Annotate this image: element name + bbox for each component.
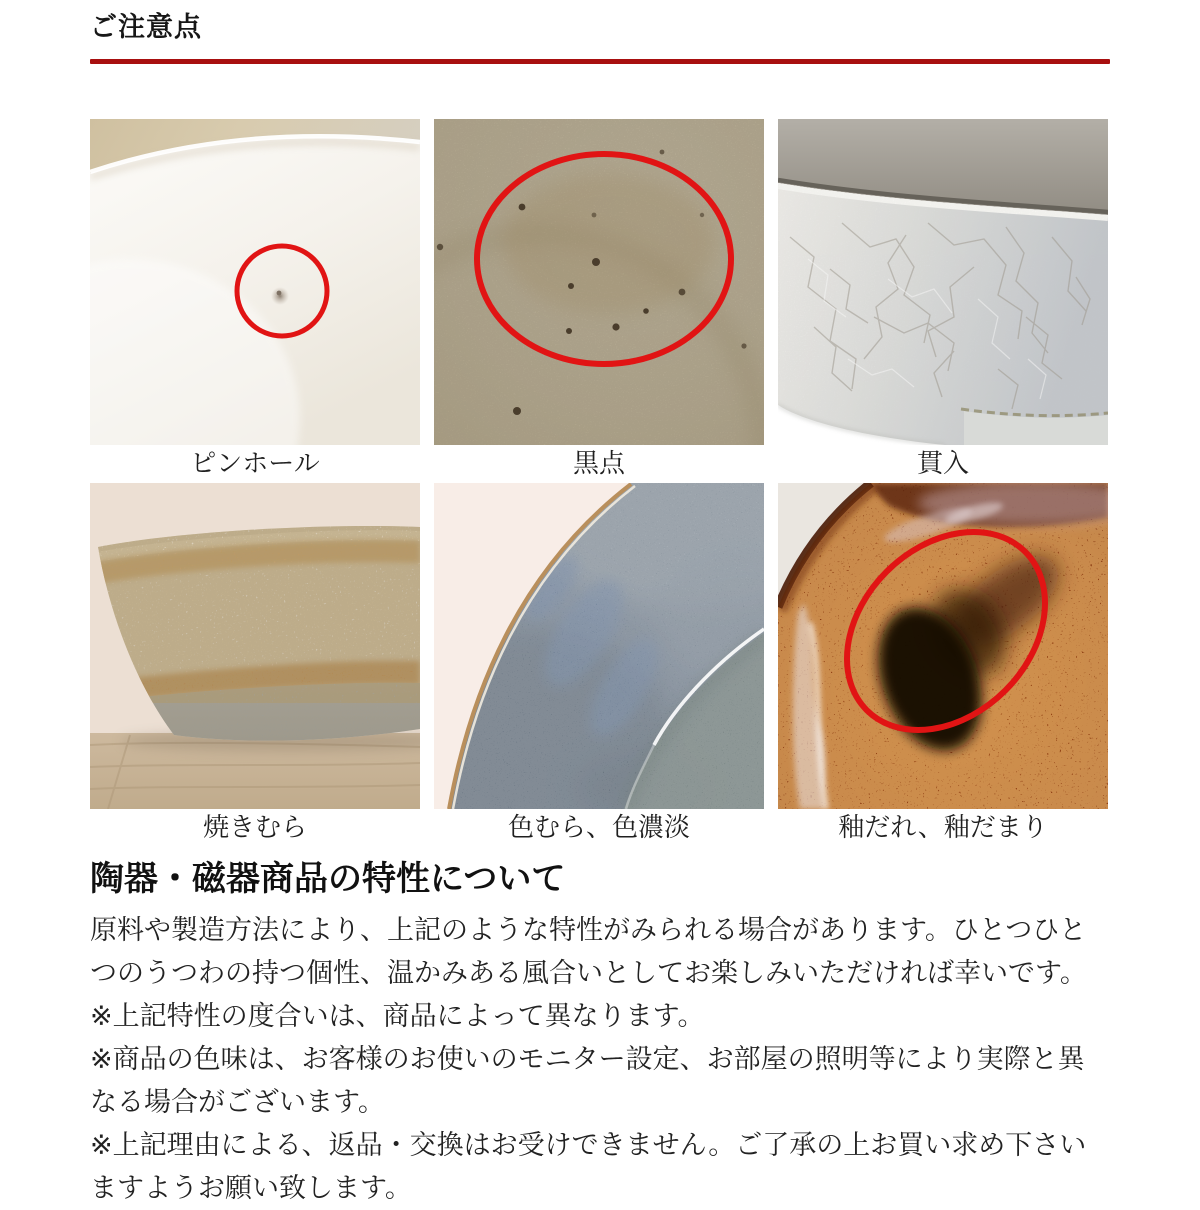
gallery-item-color-unevenness <box>434 483 764 845</box>
gallery-item-firing-unevenness <box>90 483 420 845</box>
defect-gallery <box>90 119 1110 845</box>
notes-section <box>90 859 1110 1210</box>
gallery-item-glaze-run <box>778 483 1108 845</box>
caption-firing-unevenness: 焼きむら <box>202 812 307 842</box>
caption-crazing: 貫入 <box>916 448 969 478</box>
photo-color-unevenness <box>434 483 764 809</box>
notes-line-5: なる場合がございます。 <box>90 1087 385 1117</box>
caption-color-unevenness: 色むら、色濃淡 <box>507 812 690 842</box>
caption-pinhole: ピンホール <box>190 448 320 478</box>
notes-body <box>90 909 1110 1210</box>
notes-heading: 陶器・磁器商品の特性について <box>90 860 566 898</box>
notes-line-6: ※上記理由による、返品・交換はお受けできません。ご了承の上お買い求め下さい <box>90 1130 1087 1160</box>
caption-black-spots: 黒点 <box>572 448 625 478</box>
gallery-item-black-spots <box>434 119 764 481</box>
photo-crazing <box>778 119 1108 445</box>
caption-glaze-run: 釉だれ、釉だまり <box>838 812 1048 842</box>
red-divider <box>90 59 1110 64</box>
photo-black-spots <box>434 119 764 445</box>
notes-line-2: つのうつわの持つ個性、温かみある風合いとしてお楽しみいただければ幸いです。 <box>90 958 1087 988</box>
photo-glaze-run <box>778 483 1108 809</box>
notes-line-7: ますようお願い致します。 <box>90 1173 412 1203</box>
gallery-item-crazing <box>778 119 1108 481</box>
notes-line-3: ※上記特性の度合いは、商品によって異なります。 <box>90 1001 705 1031</box>
photo-firing-unevenness <box>90 483 420 809</box>
page-title: ご注意点 <box>90 12 202 42</box>
notes-line-1: 原料や製造方法により、上記のような特性がみられる場合があります。ひとつひと <box>90 915 1087 945</box>
gallery-item-pinhole <box>90 119 420 481</box>
photo-pinhole <box>90 119 420 445</box>
notes-line-4: ※商品の色味は、お客様のお使いのモニター設定、お部屋の照明等により実際と異 <box>90 1044 1085 1074</box>
